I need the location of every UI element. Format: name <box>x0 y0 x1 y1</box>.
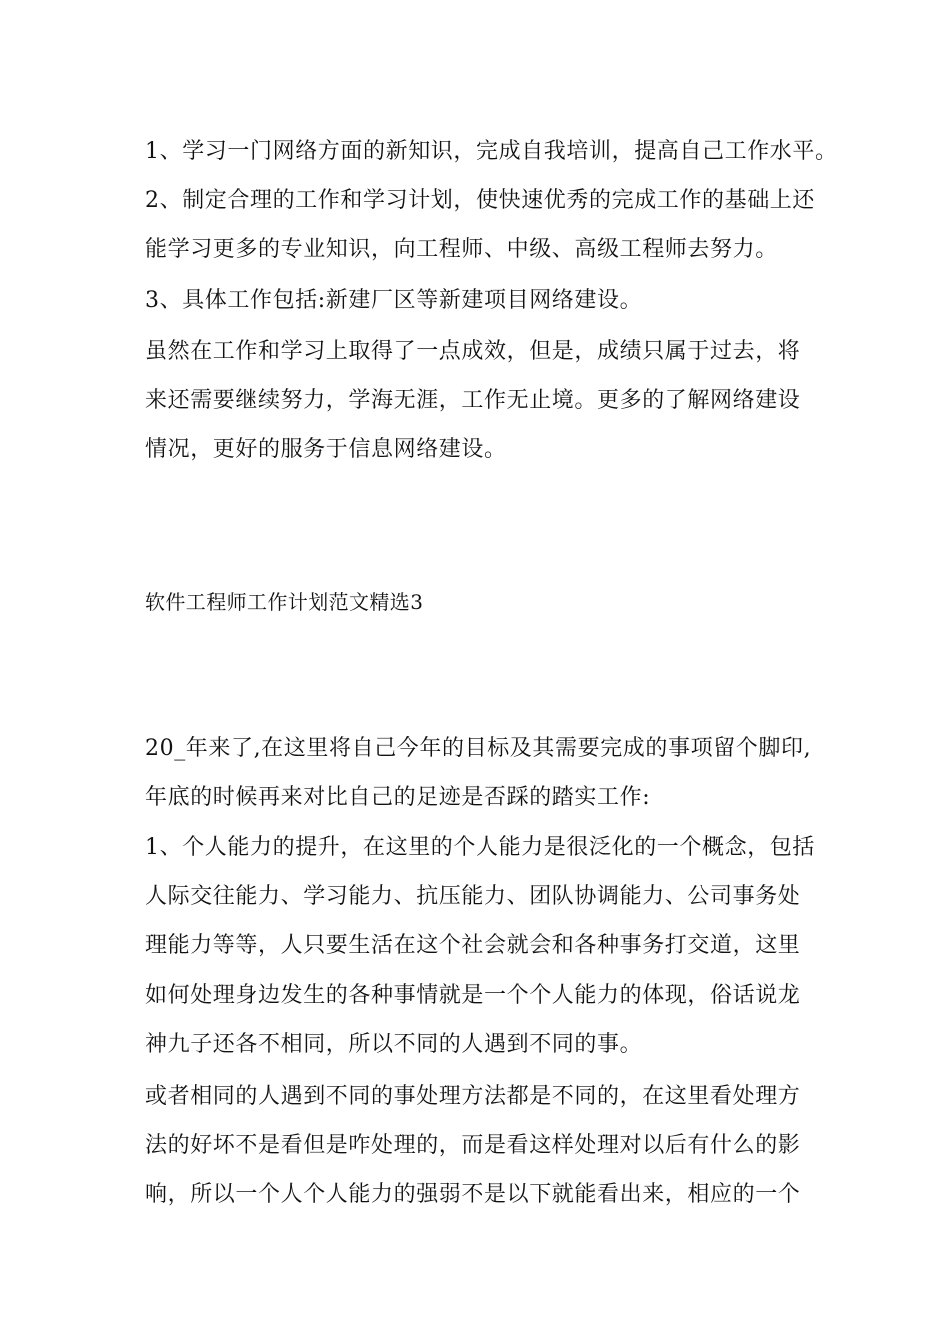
paragraph-line: 理能力等等，人只要生活在这个社会就会和各种事务打交道，这里 <box>145 933 801 958</box>
paragraph-line: 虽然在工作和学习上取得了一点成效，但是，成绩只属于过去，将 <box>145 339 801 364</box>
paragraph-line: 1、学习一门网络方面的新知识，完成自我培训，提高自己工作水平。 <box>145 139 838 164</box>
paragraph-line: 神九子还各不相同，所以不同的人遇到不同的事。 <box>145 1032 643 1057</box>
paragraph-line: 20_年来了,在这里将自己今年的目标及其需要完成的事项留个脚印, <box>145 736 812 761</box>
paragraph-line: 3、具体工作包括:新建厂区等新建项目网络建设。 <box>145 288 643 313</box>
paragraph-line: 年底的时候再来对比自己的足迹是否踩的踏实工作: <box>145 785 651 810</box>
paragraph-line: 或者相同的人遇到不同的事处理方法都是不同的，在这里看处理方 <box>145 1084 801 1109</box>
paragraph-line: 1、个人能力的提升，在这里的个人能力是很泛化的一个概念，包括 <box>145 835 815 860</box>
paragraph-line: 人际交往能力、学习能力、抗压能力、团队协调能力、公司事务处 <box>145 884 801 909</box>
section-heading: 软件工程师工作计划范文精选3 <box>145 590 424 614</box>
paragraph-line: 来还需要继续努力，学海无涯，工作无止境。更多的了解网络建设 <box>145 388 801 413</box>
paragraph-line: 情况，更好的服务于信息网络建设。 <box>145 437 507 462</box>
paragraph-line: 能学习更多的专业知识，向工程师、中级、高级工程师去努力。 <box>145 237 778 262</box>
paragraph-line: 如何处理身边发生的各种事情就是一个个人能力的体现，俗话说龙 <box>145 983 801 1008</box>
paragraph-line: 响，所以一个人个人能力的强弱不是以下就能看出来，相应的一个 <box>145 1182 801 1207</box>
paragraph-line: 2、制定合理的工作和学习计划，使快速优秀的完成工作的基础上还 <box>145 188 815 213</box>
paragraph-line: 法的好坏不是看但是咋处理的，而是看这样处理对以后有什么的影 <box>145 1133 801 1158</box>
